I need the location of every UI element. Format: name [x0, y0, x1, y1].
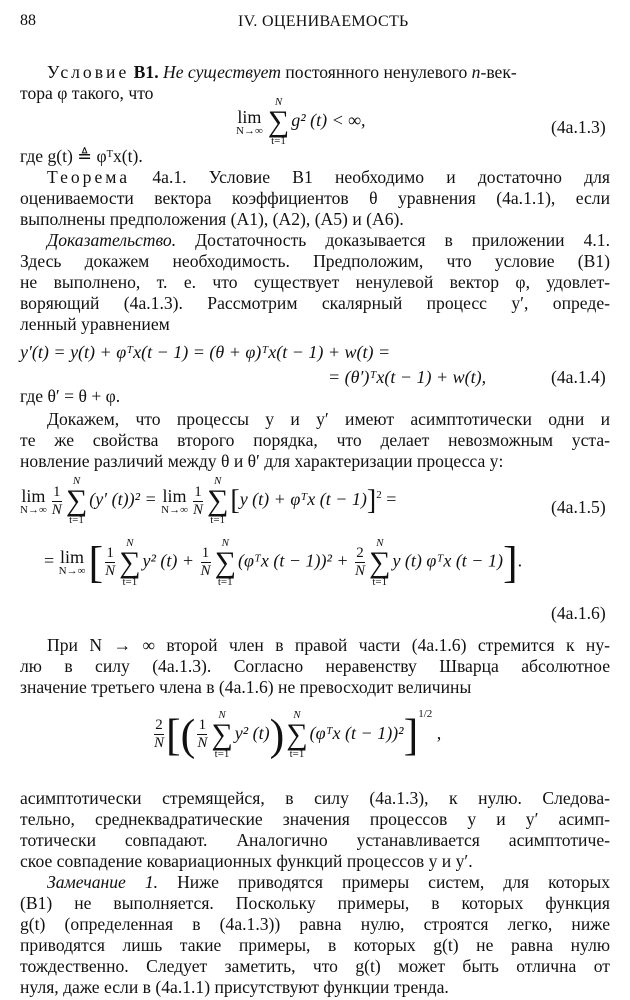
para2-line-3: новление различий между θ и θ′ для характеризации процесса y:: [20, 451, 504, 471]
proof-line-4: воряющий (4a.1.3). Рассмотрим скалярный процесс y′, опреде-: [20, 293, 610, 313]
where-g-line: где g(t) ≜ φᵀx(t).: [20, 146, 143, 166]
running-title: IV. ОЦЕНИВАЕМОСТЬ: [238, 13, 409, 30]
remark-line-1: Замечание 1. Ниже приводятся примеры систем, для которых: [47, 872, 610, 892]
proof-line-3: не выполнено, т. е. что существует ненулевой вектор φ, удовлет-: [20, 272, 610, 292]
condition-n: n: [471, 62, 481, 82]
equation-4a-1-4-line-2: = (θ′)ᵀx(t − 1) + w(t),: [328, 367, 487, 387]
condition-id: B1.: [133, 62, 159, 82]
remark-line-4: приводятся лишь такие примеры, в которых g(t) не равна нулю: [20, 935, 610, 955]
remark-line-5: тождественно. Следует заметить, что g(t) может быть отлична от: [20, 956, 610, 976]
theorem-line-3: выполнены предположения (A1), (A2), (A5) и (A6).: [20, 209, 404, 229]
equation-4a-1-5: lim N→∞ $\frac{1}{N}$ N ∑ t=1 (y′ (t))² = lim N→∞ $\frac{1}{N}$ N ∑ t=1 [y (t) + φᵀx (t − 1)]$^2$ =: [20, 475, 397, 526]
equation-number-4a-1-6: (4a.1.6): [551, 603, 606, 623]
where-theta-line: где θ′ = θ + φ.: [20, 386, 121, 406]
para3-line-2: лю в силу (4a.1.3). Согласно неравенству Шварца абсолютное: [20, 656, 610, 676]
condition-label: Условие: [47, 62, 130, 82]
equation-number-4a-1-5: (4a.1.5): [551, 497, 606, 517]
condition-line-1: [47, 62, 610, 83]
equation-number-4a-1-4: (4a.1.4): [551, 367, 606, 387]
para4-line-4: ское совпадение ковариационных функций процессов y и y′.: [20, 851, 473, 871]
remark-line-2: (B1) не выполняется. Поскольку примеры, в которых функция: [20, 893, 610, 913]
para3-line-1: При N → ∞ второй член в правой части (4a.1.6) стремится к ну-: [47, 635, 610, 655]
condition-line-2: тора φ такого, что: [20, 83, 154, 103]
proof-line-1: Доказательство. Достаточность доказывается в приложении 4.1.: [47, 230, 610, 250]
para4-line-2: тельно, среднеквадратические значения процессов y и y′ асимп-: [20, 809, 610, 829]
equation-4a-1-3: [236, 97, 366, 147]
para2-line-1: Докажем, что процессы y и y′ имеют асимптотически одни и: [47, 409, 610, 429]
sum-operator: N ∑ t=1: [267, 96, 290, 147]
equation-4a-1-6: = lim N→∞ [ $\frac{1}{N}$ N ∑ t=1 y² (t) + $\frac{1}{N}$ N ∑ t=1 (φᵀx (t − 1))² + $\frac{2}{N}$ N ∑ t=1 y (t) φᵀx (t − 1)].: [44, 536, 523, 588]
para4-line-1: асимптотически стремящейся, в силу (4a.1.3), к нулю. Следова-: [20, 788, 610, 808]
remark-label: Замечание 1.: [47, 872, 159, 892]
condition-rest: постоянного ненулевого: [285, 62, 468, 82]
equation-4a-1-4-line-1: y′(t) = y(t) + φᵀx(t − 1) = (θ + φ)ᵀx(t − 1) + w(t) =: [20, 342, 391, 362]
para3-line-3: значение третьего члена в (4a.1.6) не превосходит величины: [20, 677, 472, 697]
equation-number-4a-1-3: (4a.1.3): [551, 117, 606, 137]
equation-body: g² (t) < ∞,: [291, 110, 366, 131]
limit-operator: lim N→∞: [236, 106, 263, 137]
theorem-line-1: Теорема 4a.1. Условие B1 необходимо и достаточно для: [47, 167, 610, 187]
condition-tail: -век-: [480, 62, 517, 82]
proof-line-2: Здесь докажем необходимость. Предположим, что условие (B1): [20, 251, 610, 271]
condition-italic: Не существует: [163, 62, 281, 82]
theorem-label: Теорема: [47, 167, 131, 187]
remark-line-3: g(t) (определенная в (4a.1.3)) равна нулю, строятся легко, ниже: [20, 914, 610, 934]
remark-line-6: нуля, даже если в (4a.1.1) присутствуют функции тренда.: [20, 977, 449, 997]
equation-schwarz-bound: $\frac{2}{N}$ [( $\frac{1}{N}$ N ∑ t=1 y² (t)) N ∑ t=1 (φᵀx (t − 1))²]$^{1/2}$ ,: [154, 708, 442, 760]
theorem-line-2: оцениваемости вектора коэффициентов θ уравнения (4a.1.1), если: [20, 188, 610, 208]
page-number: 88: [20, 12, 36, 29]
proof-line-5: ленный уравнением: [20, 314, 170, 334]
para2-line-2: те же свойства второго порядка, что делает невозможным уста-: [20, 430, 610, 450]
para4-line-3: тотически совпадают. Аналогично устанавливается асимптотиче-: [20, 830, 610, 850]
proof-label: Доказательство.: [47, 230, 177, 250]
